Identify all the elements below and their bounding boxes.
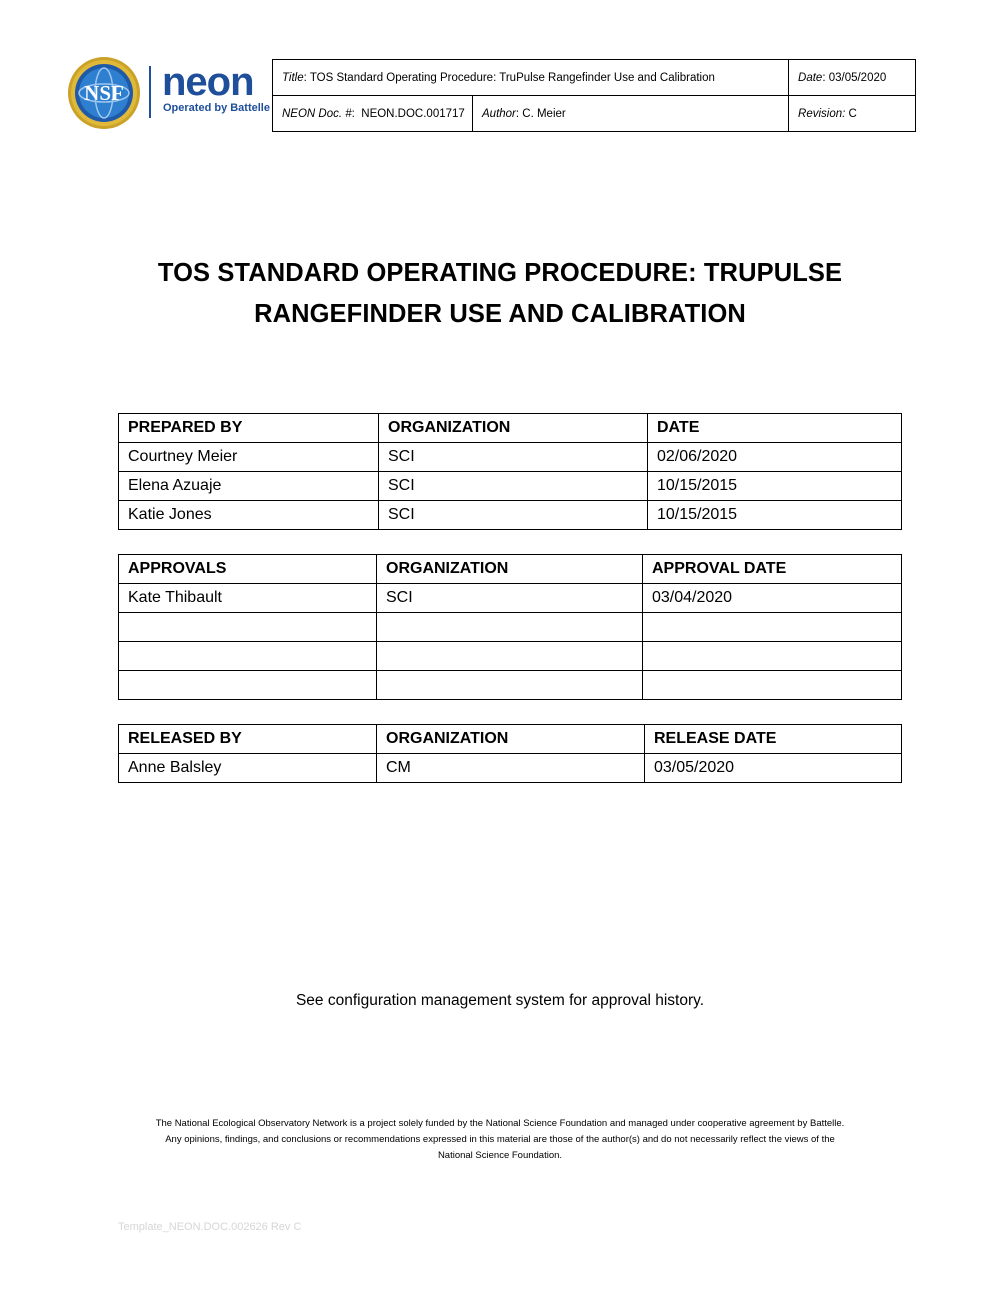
- table-row: Kate Thibault SCI 03/04/2020: [119, 584, 902, 613]
- neon-nsf-logo: [66, 56, 272, 130]
- neon-wordmark: neon: [162, 60, 254, 104]
- table-header-row: APPROVALS ORGANIZATION APPROVAL DATE: [119, 555, 902, 584]
- document-title: TOS STANDARD OPERATING PROCEDURE: TRUPULSE RANGEFINDER USE AND CALIBRATION: [157, 259, 843, 328]
- table-row: Katie Jones SCI 10/15/2015: [119, 501, 902, 530]
- table-row: Elena Azuaje SCI 10/15/2015: [119, 472, 902, 501]
- header-date-cell: Date: 03/05/2020: [789, 60, 916, 96]
- table-row: [119, 642, 902, 671]
- released-by-table: [118, 724, 902, 783]
- approvals-table: [118, 554, 902, 700]
- header-title-cell: Title: TOS Standard Operating Procedure: TruPulse Rangefinder Use and Calibration: [273, 60, 789, 96]
- header-author-cell: Author: C. Meier: [473, 96, 789, 132]
- table-row: Courtney Meier SCI 02/06/2020: [119, 443, 902, 472]
- neon-tagline: Operated by Battelle: [163, 102, 270, 114]
- document-header-table: [272, 59, 916, 132]
- table-header-row: RELEASED BY ORGANIZATION RELEASE DATE: [119, 725, 902, 754]
- table-header-row: PREPARED BY ORGANIZATION DATE: [119, 414, 902, 443]
- table-row: [119, 671, 902, 700]
- table-row: Anne Balsley CM 03/05/2020: [119, 754, 902, 783]
- header-doc-number-cell: NEON Doc. #: NEON.DOC.001717: [273, 96, 473, 132]
- table-row: [119, 613, 902, 642]
- prepared-by-table: [118, 413, 902, 530]
- funding-footer: The National Ecological Observatory Network is a project solely funded by the National Science Foundation and managed under cooperative agreement by Battelle. Any opinions, findings, and conclusions or recommendations expressed in this material are those of the author(s) and do not necessarily reflect the views of the National Science Foundation.: [155, 1118, 845, 1161]
- svg-text:NSF: NSF: [84, 81, 124, 105]
- header-revision-cell: Revision: C: [789, 96, 916, 132]
- approval-history-note: See configuration management system for approval history.: [295, 992, 705, 1009]
- template-id: Template_NEON.DOC.002626 Rev C: [118, 1221, 302, 1233]
